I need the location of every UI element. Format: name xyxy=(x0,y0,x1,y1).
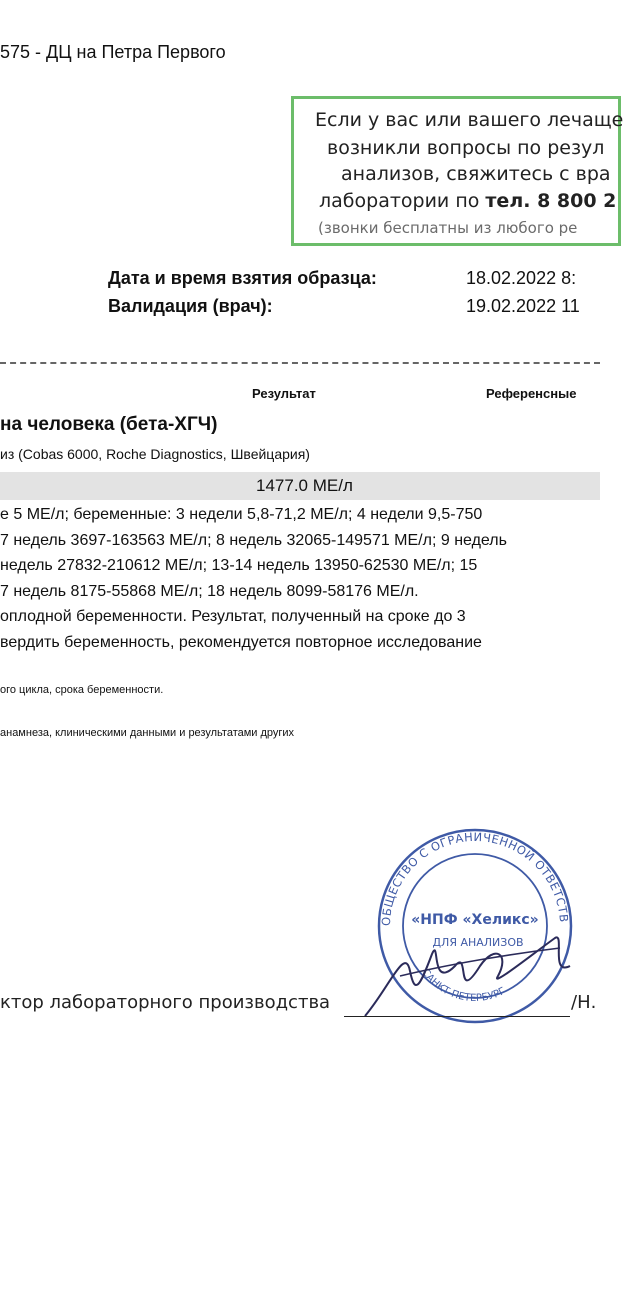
footnote: ого цикла, срока беременности. xyxy=(0,684,164,696)
reference-line: оплодной беременности. Результат, полученный на сроке до 3 xyxy=(0,608,466,625)
test-title: на человека (бета-ХГЧ) xyxy=(0,414,218,435)
signature-name: /Н. xyxy=(571,992,597,1013)
sample-taken-label: Дата и время взятия образца: xyxy=(108,268,377,288)
column-header-reference: Референсные xyxy=(486,386,577,401)
contact-line-2: возникли вопросы по резул xyxy=(327,137,605,159)
signature-line xyxy=(344,1016,570,1017)
header-center-line: 575 - ДЦ на Петра Первого xyxy=(0,42,226,62)
contact-phone: тел. 8 800 2 xyxy=(485,190,617,212)
organization-stamp xyxy=(353,815,590,1026)
contact-line-4 xyxy=(319,190,616,212)
reference-line: 7 недель 3697-163563 МЕ/л; 8 недель 32065-149571 МЕ/л; 9 недель xyxy=(0,532,507,549)
result-row xyxy=(0,472,600,500)
reference-line: е 5 МЕ/л; беременные: 3 недели 5,8-71,2 МЕ/л; 4 недели 9,5-750 xyxy=(0,506,483,523)
contact-line-3: анализов, свяжитесь с вра xyxy=(341,163,611,185)
validation-value: 19.02.2022 11 xyxy=(466,296,580,316)
reference-line: вердить беременность, рекомендуется повторное исследование xyxy=(0,634,482,651)
reference-line: 7 недель 8175-55868 МЕ/л; 18 недель 8099-58176 МЕ/л. xyxy=(0,583,419,600)
test-method: из (Cobas 6000, Roche Diagnostics, Швейцария) xyxy=(0,446,310,462)
reference-line: недель 27832-210612 МЕ/л; 13-14 недель 13950-62530 МЕ/л; 15 xyxy=(0,557,478,574)
column-header-result: Результат xyxy=(252,386,316,401)
result-value: 1477.0 МЕ/л xyxy=(256,476,353,495)
contact-info-box xyxy=(291,96,621,246)
stamp-ring-text: ОБЩЕСТВО С ОГРАНИЧЕННОЙ ОТВЕТСТВЕННОСТЬЮ xyxy=(353,815,572,927)
contact-line-4-prefix: лаборатории по xyxy=(319,190,486,212)
signature-label: ктор лабораторного производства xyxy=(0,992,331,1013)
stamp-center-line-1: «НПФ «Хеликс» xyxy=(411,912,539,928)
section-divider xyxy=(0,362,600,364)
contact-note: (звонки бесплатны из любого ре xyxy=(318,219,578,237)
stamp-ring-bottom: САНКТ-ПЕТЕРБУРГ xyxy=(419,967,508,1005)
validation-label: Валидация (врач): xyxy=(108,296,273,316)
stamp-center-line-2: ДЛЯ АНАЛИЗОВ xyxy=(432,936,524,949)
signature-scribble xyxy=(365,937,570,1016)
footnote: анамнеза, клиническими данными и результатами других xyxy=(0,727,295,739)
contact-line-1: Если у вас или вашего лечаще xyxy=(315,109,623,131)
sample-taken-value: 18.02.2022 8: xyxy=(466,268,577,288)
